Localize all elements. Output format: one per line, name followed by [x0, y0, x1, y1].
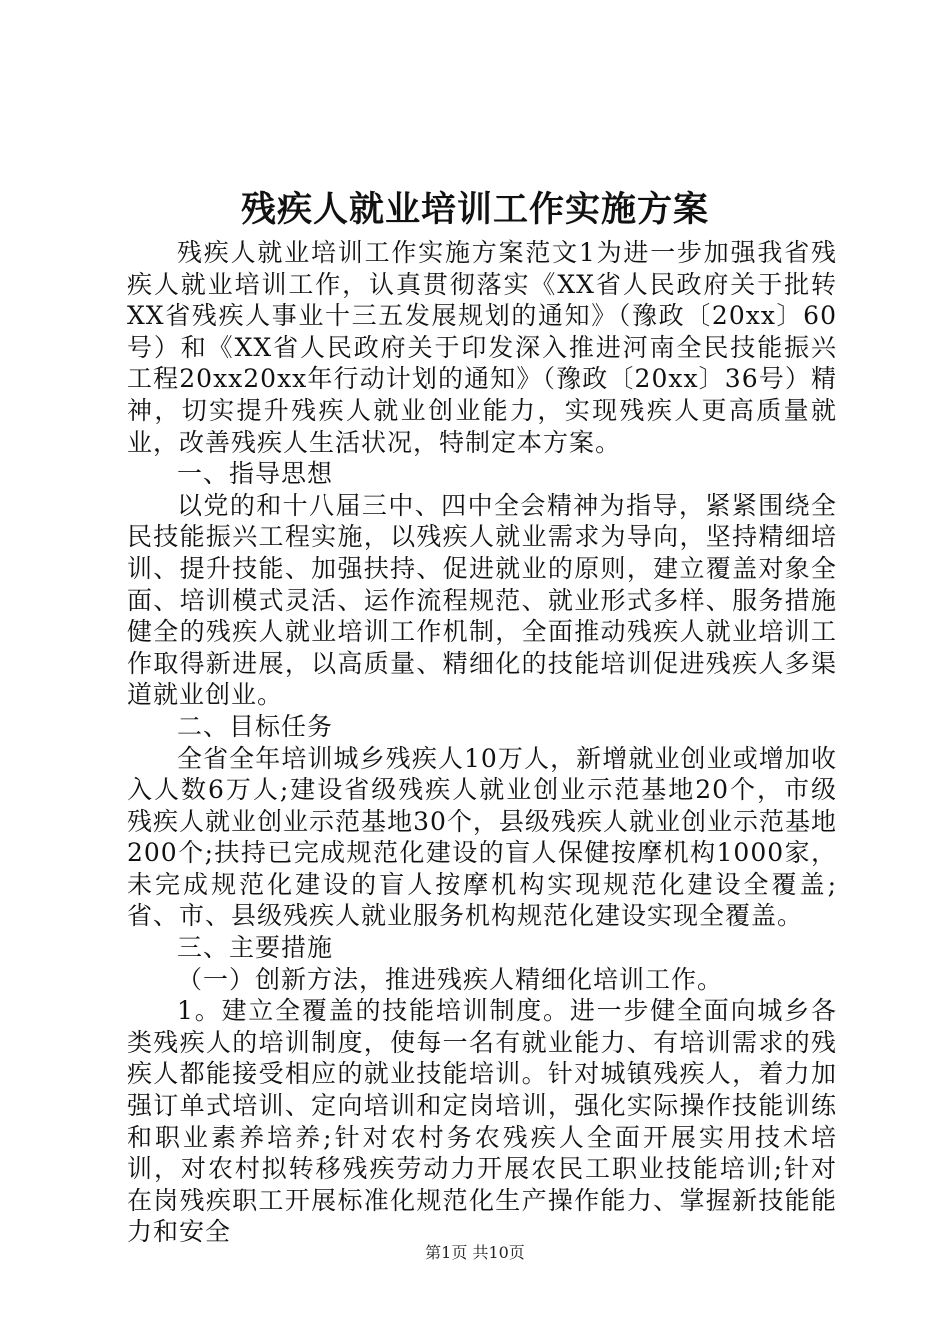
document-body	[127, 237, 837, 1248]
intro-paragraph: 残疾人就业培训工作实施方案范文1为进一步加强我省残疾人就业培训工作，认真贯彻落实《XX省人民政府关于批转XX省残疾人事业十三五发展规划的通知》（豫政〔20xx〕60号）和《XX省人民政府关于印发深入推进河南全民技能振兴工程20xx20xx年行动计划的通知》（豫政〔20xx〕36号）精神，切实提升残疾人就业创业能力，实现残疾人更高质量就业，改善残疾人生活状况，特制定本方案。	[127, 238, 837, 457]
section-heading-guiding-ideology: 一、指导思想	[177, 459, 334, 489]
subsection-heading-innovation: （一）创新方法，推进残疾人精细化培训工作。	[177, 964, 724, 994]
document-title: 残疾人就业培训工作实施方案	[240, 189, 709, 230]
goals-paragraph: 全省全年培训城乡残疾人10万人，新增就业创业或增加收入人数6万人;建设省级残疾人就业创业示范基地20个，市级残疾人就业创业示范基地30个，县级残疾人就业创业示范基地200个;扶持已完成规范化建设的盲人保健按摩机构1000家，未完成规范化建设的盲人按摩机构实现规范化建设全覆盖;省、市、县级残疾人就业服务机构规范化建设实现全覆盖。	[127, 743, 837, 931]
measure-1-paragraph: 1。建立全覆盖的技能培训制度。进一步健全面向城乡各类残疾人的培训制度，使每一名有就业能力、有培训需求的残疾人都能接受相应的就业技能培训。针对城镇残疾人，着力加强订单式培训、定向培训和定岗培训，强化实际操作技能训练和职业素养培养;针对农村务农残疾人全面开展实用技术培训，对农村拟转移残疾劳动力开展农民工职业技能培训;针对在岗残疾职工开展标准化规范化生产操作能力、掌握新技能能力和安全	[127, 996, 837, 1247]
page-number-footer: 第1页 共10页	[425, 1243, 525, 1262]
section-heading-measures: 三、主要措施	[177, 933, 334, 963]
section-heading-goals: 二、目标任务	[177, 711, 334, 741]
guiding-ideology-paragraph: 以党的和十八届三中、四中全会精神为指导，紧紧围绕全民技能振兴工程实施，以残疾人就业需求为导向，坚持精细培训、提升技能、加强扶持、促进就业的原则，建立覆盖对象全面、培训模式灵活、运作流程规范、就业形式多样、服务措施健全的残疾人就业培训工作机制，全面推动残疾人就业培训工作取得新进展，以高质量、精细化的技能培训促进残疾人多渠道就业创业。	[127, 490, 837, 710]
